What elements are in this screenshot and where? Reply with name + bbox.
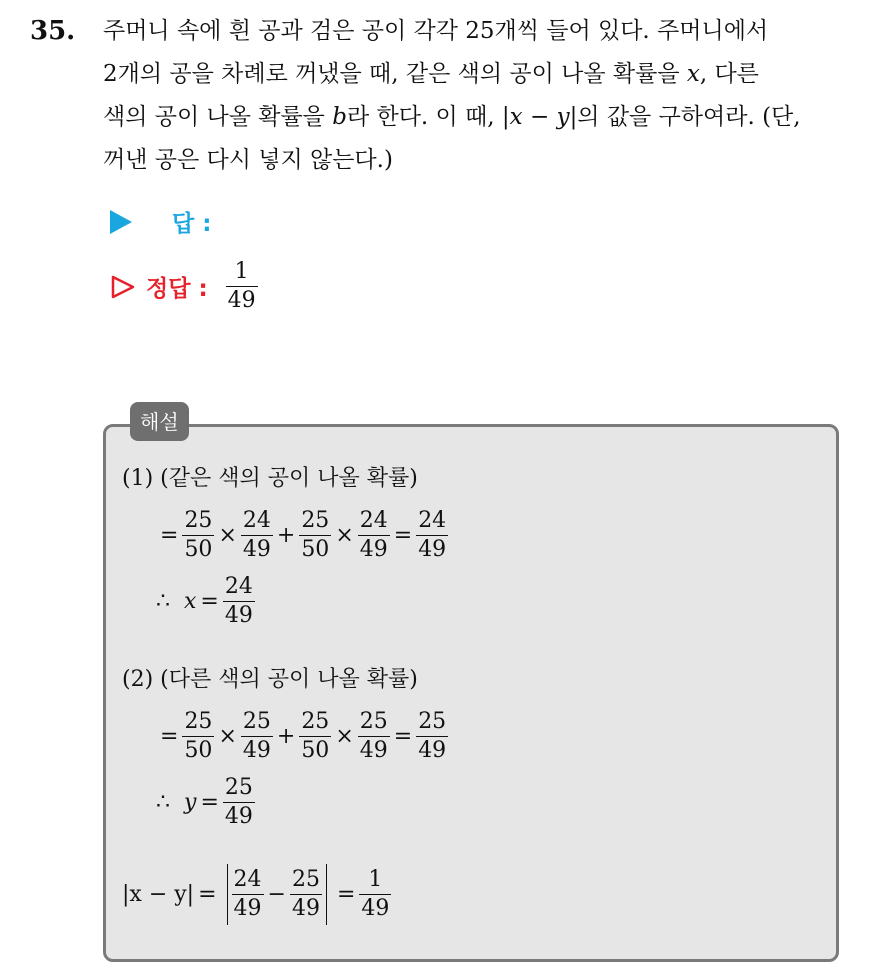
solution-final: |x − y| = $\frac{24}{49}$ − $\frac{25}{49}$ = $\frac{1}{49}$ <box>122 864 391 925</box>
solution-part1-result: ∴ x = $\frac{24}{49}$ <box>156 574 253 628</box>
answer-row <box>110 205 211 238</box>
solution-part2-title: (2) (다른 색의 공이 나올 확률) <box>122 667 418 692</box>
question-number: 35. <box>30 16 76 46</box>
solution-part1-title: (1) (같은 색의 공이 나올 확률) <box>122 466 418 491</box>
solution-part2-result: ∴ y = $\frac{25}{49}$ <box>156 775 253 829</box>
correct-answer-fraction: $\frac{1}{49}$ <box>227 259 256 313</box>
question-line-4: 꺼낸 공은 다시 넣지 않는다.) <box>103 147 393 173</box>
answer-label: 답 : <box>172 211 212 237</box>
fraction: $\frac{24}{49}$ <box>224 574 253 628</box>
play-filled-icon <box>110 210 132 234</box>
play-outline-icon <box>110 274 136 300</box>
absolute-value-bars: $\frac{24}{49}$ − $\frac{25}{49}$ <box>227 864 327 925</box>
fraction: $\frac{24}{49}$ <box>242 508 271 562</box>
fraction: $\frac{24}{49}$ <box>233 867 262 921</box>
fraction: $\frac{24}{49}$ <box>418 508 447 562</box>
fraction: $\frac{25}{50}$ <box>301 508 330 562</box>
question-line-3: 색의 공이 나올 확률을 b라 한다. 이 때, |x − y|의 값을 구하여라. (단, <box>103 104 801 130</box>
question-line-1: 주머니 속에 흰 공과 검은 공이 각각 25개씩 들어 있다. 주머니에서 <box>103 18 769 44</box>
solution-part1-equation: = $\frac{25}{50}$ × $\frac{24}{49}$ + $\frac{25}{50}$ × $\frac{24}{49}$ = $\frac{24}{49}$ <box>160 508 447 562</box>
solution-box <box>103 424 839 962</box>
fraction: $\frac{25}{49}$ <box>418 709 447 763</box>
abs-expression: |x − y| <box>122 882 195 907</box>
fraction: $\frac{25}{50}$ <box>301 709 330 763</box>
fraction: $\frac{25}{49}$ <box>359 709 388 763</box>
correct-answer-label: 정답 : <box>146 276 208 302</box>
correct-answer-row <box>110 258 258 315</box>
fraction: $\frac{24}{49}$ <box>359 508 388 562</box>
fraction: $\frac{25}{49}$ <box>291 867 320 921</box>
fraction: $\frac{1}{49}$ <box>361 867 390 921</box>
fraction: $\frac{25}{50}$ <box>184 709 213 763</box>
fraction: $\frac{25}{49}$ <box>224 775 253 829</box>
fraction: $\frac{25}{50}$ <box>184 508 213 562</box>
question-line-2: 2개의 공을 차례로 꺼냈을 때, 같은 색의 공이 나올 확률을 x, 다른 <box>103 61 759 87</box>
solution-part2-equation: = $\frac{25}{50}$ × $\frac{25}{49}$ + $\frac{25}{50}$ × $\frac{25}{49}$ = $\frac{25}{49}$ <box>160 709 447 763</box>
question-text <box>103 10 863 182</box>
solution-tab: 해설 <box>130 402 189 441</box>
fraction: $\frac{25}{49}$ <box>242 709 271 763</box>
